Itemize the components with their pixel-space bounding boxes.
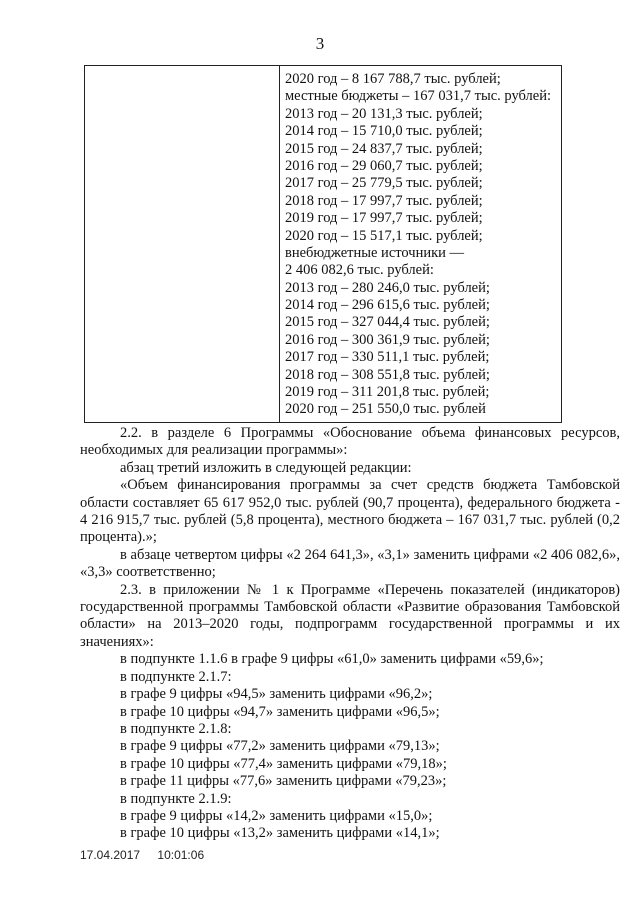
paragraph-2-2: 2.2. в разделе 6 Программы «Обоснование объема финансовых ресурсов, необходимых для реализации программы»: [80,425,620,459]
sub-item: в графе 9 цифры «77,2» заменить цифрами «79,13»; [120,738,440,755]
table-line: 2017 год – 25 779,5 тыс. рублей; [285,175,483,192]
document-body [80,425,620,843]
table-line: 2020 год – 8 167 788,7 тыс. рублей; [285,71,501,87]
sub-item: в графе 9 цифры «94,5» заменить цифрами «96,2»; [120,686,433,703]
table-line: 2020 год – 251 550,0 тыс. рублей [285,401,486,418]
table-line: 2014 год – 15 710,0 тыс. рублей; [285,123,483,140]
footer-time: 10:01:06 [157,848,205,862]
table-line: 2013 год – 280 246,0 тыс. рублей; [285,279,490,296]
table-line: 2017 год – 330 511,1 тыс. рублей; [285,349,490,366]
sub-item: в подпункте 1.1.6 в графе 9 цифры «61,0» заменить цифрами «59,6»; [120,651,544,668]
sub-item: в подпункте 2.1.8: [120,720,232,737]
table-line: 2019 год – 17 997,7 тыс. рублей; [285,210,483,227]
table-line: 2013 год – 20 131,3 тыс. рублей; [285,105,483,122]
sub-item: в подпункте 2.1.7: [120,668,232,685]
table-line: 2015 год – 24 837,7 тыс. рублей; [285,140,483,157]
table-line: 2016 год – 29 060,7 тыс. рублей; [285,157,483,174]
table-line: 2015 год – 327 044,4 тыс. рублей; [285,314,490,331]
funding-cell [285,71,561,419]
sub-item: в графе 11 цифры «77,6» заменить цифрами «79,23»; [120,773,447,790]
table-line: 2020 год – 15 517,1 тыс. рублей; [285,227,483,244]
sub-item: в графе 9 цифры «14,2» заменить цифрами «15,0»; [120,807,433,824]
sub-item: в графе 10 цифры «94,7» заменить цифрами «96,5»; [120,703,440,720]
table-line: 2016 год – 300 361,9 тыс. рублей; [285,331,490,348]
table-divider [279,66,280,422]
table-line: 2014 год – 296 615,6 тыс. рублей; [285,297,490,314]
sub-item: в графе 10 цифры «77,4» заменить цифрами «79,18»; [120,755,447,772]
paragraph-replace: в абзаце четвертом цифры «2 264 641,3», «3,1» заменить цифрами «2 406 082,6», «3,3» соответственно; [80,546,620,581]
paragraph-quote: «Объем финансирования программы за счет средств бюджета Тамбовской области составляет 65 617 952,0 тыс. рублей (90,7 процента), федерального бюджета - 4 216 915,7 тыс. рублей (5,8 процента), местного бюджета – 167 031,7 тыс. рублей (0,2 процента).»; [80,477,620,546]
table-line: 2018 год – 308 551,8 тыс. рублей; [285,366,490,383]
sub-item: в подпункте 2.1.9: [120,790,232,807]
paragraph-instruction: абзац третий изложить в следующей редакции: [120,459,412,476]
table-line: 2019 год – 311 201,8 тыс. рублей; [285,384,490,401]
page-number: 3 [315,34,325,53]
funding-table [84,65,562,423]
table-line: 2018 год – 17 997,7 тыс. рублей; [285,192,483,209]
table-line: 2 406 082,6 тыс. рублей: [285,262,434,279]
footer-stamp [80,848,218,862]
paragraph-2-3: 2.3. в приложении № 1 к Программе «Перечень показателей (индикаторов) государственной программы Тамбовской области «Развитие образования Тамбовской области» на 2013–2020 годы, подпрограмм государственной программы и их значениях»: [80,581,620,650]
table-line: местные бюджеты – 167 031,7 тыс. рублей: [285,88,551,105]
table-line: внебюджетные источники — [285,244,465,261]
sub-item: в графе 10 цифры «13,2» заменить цифрами «14,1»; [120,825,440,842]
footer-date: 17.04.2017 [80,848,141,862]
